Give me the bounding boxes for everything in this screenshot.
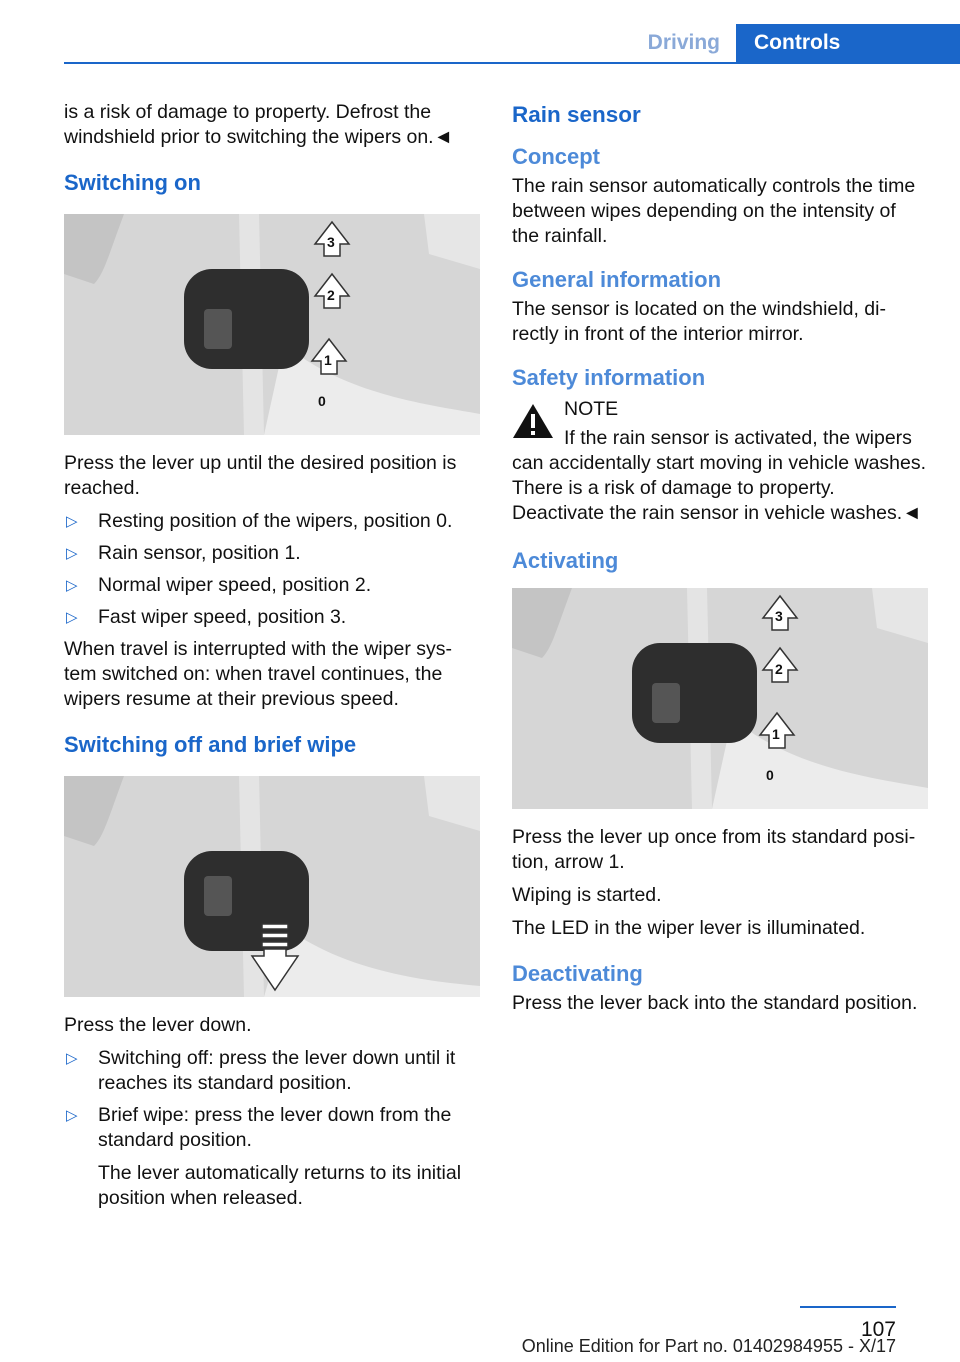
note-label: NOTE [564, 398, 619, 420]
general-info-heading: General information [512, 267, 722, 292]
list-item: ▷ Switching off: press the lever down until it reaches its standard position. [66, 1047, 456, 1094]
triangle-bullet-icon: ▷ [66, 577, 78, 594]
figure1-label-2: 2 [327, 287, 335, 303]
general-info-text: The sensor is located on the windshield, di-rectly in front of the interior mirror. [512, 298, 886, 345]
list-item: ▷ Fast wiper speed, position 3. [66, 606, 347, 628]
triangle-bullet-icon: ▷ [66, 1050, 78, 1067]
left-column [64, 100, 480, 1218]
list-item: ▷ Normal wiper speed, position 2. [66, 574, 372, 596]
triangle-bullet-icon: ▷ [66, 1107, 78, 1124]
deactivating-heading: Deactivating [512, 961, 643, 986]
edition-footer: Online Edition for Part no. 01402984955 - X/17 [521, 1336, 896, 1356]
rain-sensor-activating-figure [512, 588, 928, 809]
interrupted-text: When travel is interrupted with the wiper sys-tem switched on: when travel continues, the wipers resume at their previous speed. [64, 638, 452, 710]
rain-sensor-heading: Rain sensor [512, 102, 641, 127]
page-number: 107 [800, 1306, 896, 1342]
switching-off-heading: Switching off and brief wipe [64, 732, 357, 757]
switching-on-text: Press the lever up until the desired position is reached. [64, 452, 457, 499]
triangle-bullet-icon: ▷ [66, 545, 78, 562]
activating-text-2: Wiping is started. [512, 884, 662, 906]
switching-off-list [64, 1046, 480, 1211]
figure3-label-0: 0 [766, 767, 774, 783]
intro-text: is a risk of damage to property. Defrost the windshield prior to switching the wipers on.◄ [64, 101, 453, 148]
safety-info-heading: Safety information [512, 365, 706, 390]
concept-heading: Concept [512, 144, 600, 169]
concept-text: The rain sensor automatically controls the time between wipes depending on the intensity of the rainfall. [512, 175, 916, 247]
switching-off-text: Press the lever down. [64, 1014, 252, 1036]
list-item: ▷ Rain sensor, position 1. [66, 542, 301, 564]
tab-driving[interactable]: Driving [647, 31, 720, 54]
list-item: ▷ Brief wipe: press the lever down from the standard position. The lever automatically returns to its initial position when released. [64, 1103, 480, 1211]
activating-heading: Activating [512, 548, 619, 573]
switching-on-heading: Switching on [64, 170, 201, 195]
triangle-bullet-icon: ▷ [66, 609, 78, 626]
activating-text-1: Press the lever up once from its standard posi-tion, arrow 1. [512, 826, 916, 873]
wiper-lever-up-figure [64, 214, 480, 435]
switching-on-list [64, 509, 480, 630]
list-item: ▷ Resting position of the wipers, position 0. [66, 510, 453, 532]
figure3-label-3: 3 [775, 608, 783, 624]
warning-icon [512, 403, 554, 439]
figure1-label-0: 0 [318, 393, 326, 409]
deactivating-text: Press the lever back into the standard position. [512, 992, 918, 1014]
safety-note [512, 397, 928, 526]
figure3-label-2: 2 [775, 661, 783, 677]
triangle-bullet-icon: ▷ [66, 513, 78, 530]
figure1-label-1: 1 [324, 352, 332, 368]
figure1-label-3: 3 [327, 234, 335, 250]
activating-text-3: The LED in the wiper lever is illuminated. [512, 917, 866, 939]
wiper-lever-down-figure [64, 776, 480, 997]
right-column [512, 100, 928, 1024]
brief-wipe-extra: The lever automatically returns to its initial position when released. [98, 1162, 462, 1209]
note-text: If the rain sensor is activated, the wipers can accidentally start moving in vehicle washes. There is a risk of damage to property. Deactivate the rain sensor in vehicle washes.◄ [512, 427, 927, 524]
tab-controls[interactable]: Controls [736, 24, 960, 62]
page-header [64, 24, 960, 64]
figure3-label-1: 1 [772, 726, 780, 742]
